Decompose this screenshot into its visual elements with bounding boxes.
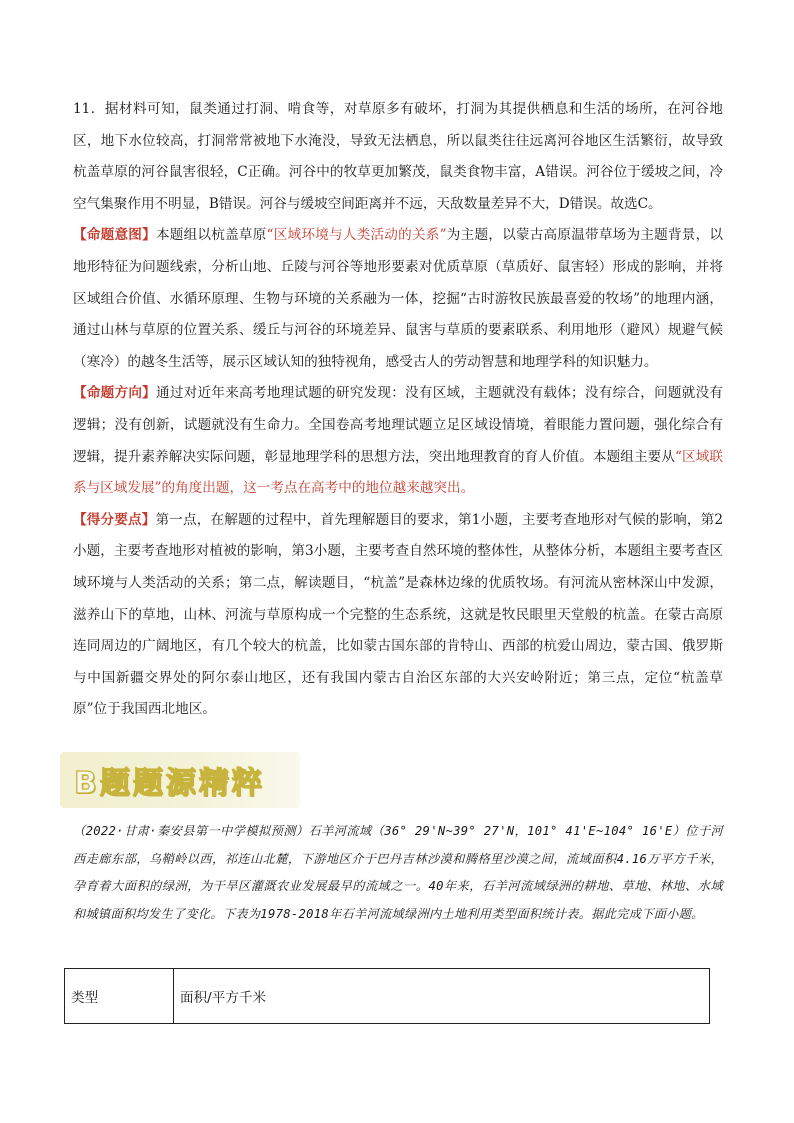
table-header-area: 面积/平方千米 — [174, 969, 710, 1024]
answer-11-paragraph: 11．据材料可知，鼠类通过打洞、啃食等，对草原多有破坏，打洞为其提供栖息和生活的场所，在河谷地区，地下水位较高，打洞常常被地下水淹没，导致无法栖息，所以鼠类往往远离河谷地区生活繁衍，故导致杭盖草原的河谷鼠害很轻，C正确。河谷中的牧草更加繁茂，鼠类食物丰富，A错误。河谷位于缓坡之间，冷空气集聚作用不明显，B错误。河谷与缓坡空间距离并不远，天敌数量差异不大，D错误。故选C。 — [73, 101, 723, 212]
table-header-row — [65, 969, 710, 1024]
section-banner — [60, 752, 300, 808]
direction-red-line: “区域联系与区域发展”的角度出题，这一考点在高考中的地位越来越突出。 — [73, 448, 723, 497]
land-use-table — [64, 968, 710, 1024]
source-paragraph: （2022·甘肃·秦安县第一中学模拟预测）石羊河流域（36° 29'N~39° 27'N，101° 41'E~104° 16'E）位于河西走廊东部，乌鞘岭以西，祁连山北麓，下游地区介于巴丹吉林沙漠和腾格里沙漠之间，流域面积4.16万平方千米，孕育着大面积的绿洲，为干旱区灌溉农业发展最早的流域之一。40年来，石羊河流域绿洲的耕地、草地、林地、水域和城镇面积均发生了变化。下表为1978-2018年石羊河流域绿洲内土地利用类型面积统计表。据此完成下面小题。 — [73, 824, 723, 921]
intent-quote: “区域环境与人类活动的关系” — [266, 227, 447, 244]
banner-title: B题题源精粹 — [74, 766, 265, 801]
direction-text: 通过对近年来高考地理试题的研究发现：没有区域，主题就没有载体；没有综合，问题就没有逻辑；没有创新，试题就没有生命力。全国卷高考地理试题立足区域设情境，着眼能力置问题，强化综合有逻辑，提升素养解决实际问题，彰显地理学科的思想方法，突出地理教育的育人价值。本题组主要从 — [73, 385, 724, 465]
direction-paragraph — [73, 378, 723, 504]
table-header-type: 类型 — [65, 969, 174, 1024]
keypoints-paragraph — [73, 505, 723, 726]
intent-post: 为主题，以蒙古高原温带草场为主题背景，以地形特征为问题线索，分析山地、丘陵与河谷等地形要素对优质草原（草质好、鼠害轻）形成的影响，并将区域组合价值、水循环原理、生物与环境的关系融为一体，挖掘“古时游牧民族最喜爱的牧场”的地理内涵，通过山林与草原的位置关系、缓丘与河谷的环境差异、鼠害与草质的要素联系、利用地形（避风）规避气候（寒冷）的越冬生活等，展示区域认知的独特视角，感受古人的劳动智慧和地理学科的知识魅力。 — [73, 227, 724, 370]
keypoints-text: 第一点，在解题的过程中，首先理解题目的要求，第1小题，主要考查地形对气候的影响，第2小题，主要考查地形对植被的影响，第3小题，主要考查自然环境的整体性，从整体分析，本题组主要考查区域环境与人类活动的关系；第二点，解读题目，“杭盖”是森林边缘的优质牧场。有河流从密林深山中发源，滋养山下的草地，山林、河流与草原构成一个完整的生态系统，这就是牧民眼里天堂般的杭盖。在蒙古高原连同周边的广阔地区，有几个较大的杭盖，比如蒙古国东部的肯特山、西部的杭爱山周边，蒙古国、俄罗斯与中国新疆交界处的阿尔泰山地区，还有我国内蒙古自治区东部的大兴安岭附近；第三点，定位“杭盖草原”位于我国西北地区。 — [73, 511, 724, 718]
question-source-section — [73, 818, 723, 928]
direction-tag: 【命题方向】 — [73, 385, 157, 402]
intent-paragraph — [73, 220, 723, 378]
intent-pre: 本题组以杭盖草原 — [155, 227, 267, 244]
keypoints-tag: 【得分要点】 — [73, 511, 156, 528]
intent-tag: 【命题意图】 — [73, 227, 156, 244]
explanation-section — [73, 94, 723, 726]
